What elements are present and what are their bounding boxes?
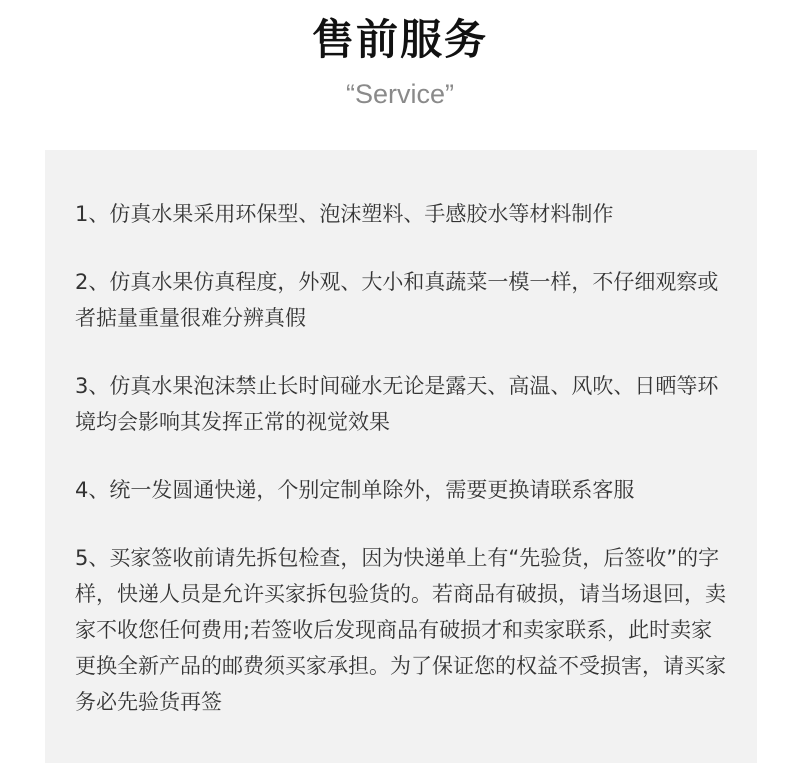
service-note-5: 5、买家签收前请先拆包检查，因为快递单上有“先验货，后签收”的字样，快递人员是允许买家拆包验货的。若商品有破损，请当场退回，卖家不收您任何费用;若签收后发现商品有破损才和卖家联系，此时卖家更换全新产品的邮费须买家承担。为了保证您的权益不受损害，请买家务必先验货再签 bbox=[75, 546, 726, 714]
service-notes-panel bbox=[45, 150, 757, 763]
service-note-3: 3、仿真水果泡沫禁止长时间碰水无论是露天、高温、风吹、日晒等环境均会影响其发挥正常的视觉效果 bbox=[75, 374, 719, 434]
service-note-2: 2、仿真水果仿真程度，外观、大小和真蔬菜一模一样，不仔细观察或者掂量重量很难分辨真假 bbox=[75, 270, 719, 330]
page-subtitle: “Service” bbox=[345, 79, 454, 109]
service-note-1: 1、仿真水果采用环保型、泡沫塑料、手感胶水等材料制作 bbox=[75, 202, 614, 226]
page-title: 售前服务 bbox=[311, 15, 488, 64]
service-note-4: 4、统一发圆通快递，个别定制单除外，需要更换请联系客服 bbox=[75, 478, 635, 502]
header bbox=[0, 0, 800, 150]
